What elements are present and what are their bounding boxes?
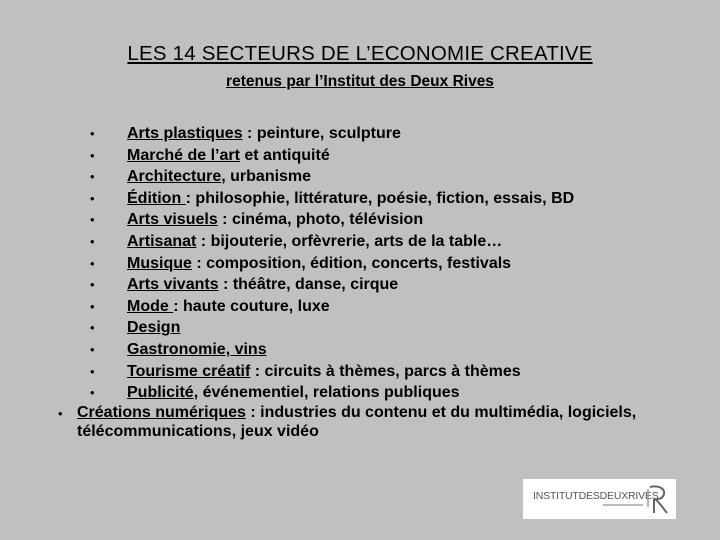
bullet: • [58, 406, 63, 421]
sector-name: Édition [127, 189, 186, 207]
sector-detail: : circuits à thèmes, parcs à thèmes [250, 362, 521, 380]
sector-name: Artisanat [127, 232, 197, 250]
list-item [0, 123, 720, 145]
sector-detail: : industries du contenu et du multimédia, logiciels, télécommunications, jeux vidéo [77, 404, 637, 440]
bullet: • [90, 363, 95, 379]
bullet: • [90, 320, 95, 336]
bullet: • [90, 298, 95, 314]
bullet: • [90, 190, 95, 206]
bullet: • [90, 212, 95, 228]
sector-name: Architecture [127, 168, 222, 186]
logo-text: INSTITUTDESDEUXRIVES [533, 490, 659, 502]
bullet: • [90, 255, 95, 271]
logo-tagline-line [603, 504, 643, 506]
bullet: • [90, 341, 95, 357]
list-item [0, 188, 720, 210]
list-item [0, 145, 720, 167]
sector-name: Arts vivants [127, 276, 219, 294]
bullet: • [90, 277, 95, 293]
sector-name: Gastronomie, vins [127, 340, 267, 358]
list-item [0, 253, 720, 275]
logo-r-mark-icon [645, 483, 669, 515]
list-item [0, 296, 720, 318]
sector-name: Tourisme créatif [127, 362, 251, 380]
sector-detail: , urbanisme [221, 168, 312, 186]
list-item [0, 231, 720, 253]
sector-list [0, 123, 720, 404]
bullet: • [90, 385, 95, 401]
sector-name: Arts plastiques [127, 125, 243, 142]
sector-detail: : cinéma, photo, télévision [217, 211, 424, 229]
sector-detail: : peinture, sculpture [242, 125, 401, 142]
sector-name: Créations numériques [77, 404, 246, 421]
sector-name: Arts visuels [127, 211, 218, 229]
list-item [0, 382, 720, 404]
sector-name: Publicité [127, 384, 194, 402]
list-item [0, 361, 720, 383]
sector-name: Design [127, 319, 181, 337]
bullet: • [90, 233, 95, 249]
bullet: • [90, 169, 95, 185]
institute-logo [523, 479, 676, 519]
sector-detail: : théâtre, danse, cirque [218, 276, 399, 294]
sector-name: Mode [127, 297, 174, 315]
sector-detail: : philosophie, littérature, poésie, fiction, essais, BD [185, 189, 575, 207]
sector-detail: et antiquité [239, 146, 330, 164]
sector-detail: : bijouterie, orfèvrerie, arts de la table… [196, 232, 503, 250]
sector-detail: , événementiel, relations publiques [193, 384, 460, 402]
sector-detail: : composition, édition, concerts, festivals [191, 254, 512, 272]
sector-name: Marché de l’art [127, 146, 240, 164]
bullet: • [90, 126, 95, 141]
list-item [0, 339, 720, 361]
slide-subtitle: retenus par l’Institut des Deux Rives [226, 73, 494, 90]
sector-detail: : haute couture, luxe [173, 297, 330, 315]
bullet: • [90, 147, 95, 163]
list-item [0, 166, 720, 188]
slide-title: LES 14 SECTEURS DE L’ECONOMIE CREATIVE [127, 42, 593, 65]
list-item [0, 317, 720, 339]
sector-name: Musique [127, 254, 192, 272]
list-item [0, 209, 720, 231]
list-item [0, 274, 720, 296]
